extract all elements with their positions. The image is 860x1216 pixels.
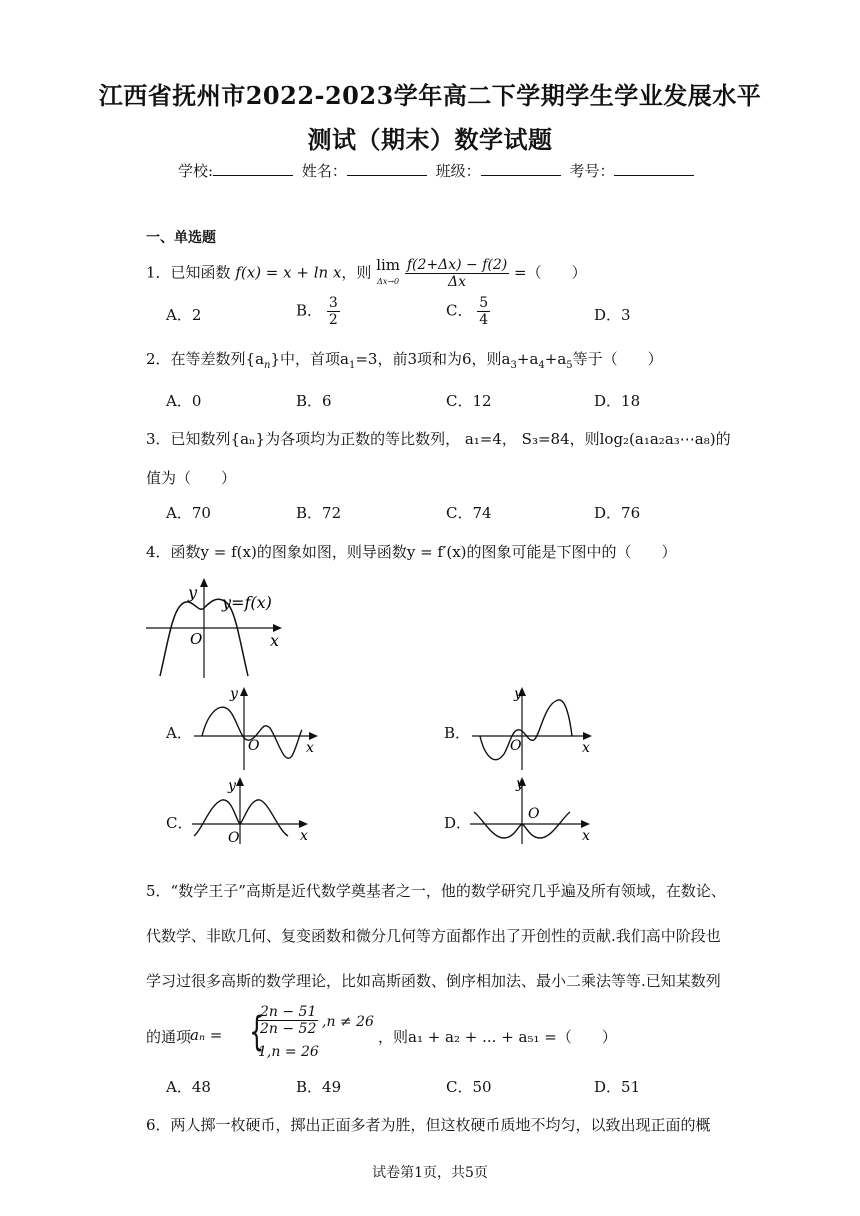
q1-fraction (405, 257, 509, 290)
q2-part1: 2．在等差数列{a (146, 350, 265, 368)
q3-option-d[interactable]: D．76 (594, 504, 641, 522)
x-arrow (581, 820, 590, 828)
q1-option-c[interactable] (446, 295, 490, 328)
name-label: 姓名： (301, 162, 347, 180)
q4-option-a[interactable]: A． (166, 724, 192, 742)
num: 2n − 51 (260, 1004, 317, 1020)
origin-label: O (248, 738, 260, 754)
question-3-line2: 值为（ ） (146, 469, 237, 487)
y-arrow (200, 578, 208, 587)
q2-part6: 等于（ ） (572, 350, 663, 368)
y-label: y (188, 583, 198, 602)
q2-option-c[interactable]: C．12 (446, 392, 492, 410)
curve-c (194, 800, 288, 836)
question-3-line1: 3．已知数列{aₙ}为各项均为正数的等比数列， a₁=4， S₃=84，则log₂(a₁a₂a₃⋯a₈)的 (146, 430, 731, 448)
num: 3 (328, 295, 338, 311)
y-label: y (230, 686, 238, 702)
question-2 (146, 348, 663, 371)
q4-option-c[interactable]: C． (166, 814, 193, 832)
graph-option-d (466, 774, 606, 846)
brace: { (249, 1009, 265, 1055)
q5-case2: 1,n = 26 (258, 1044, 319, 1060)
q4-option-b[interactable]: B． (444, 724, 471, 742)
q5-option-c[interactable]: C．50 (446, 1078, 492, 1096)
f-label: y=f(x) (222, 593, 272, 612)
q1-option-a[interactable]: A．2 (166, 306, 202, 324)
school-label: 学校: (178, 162, 214, 180)
q1-suffix: =（ ） (514, 263, 587, 282)
question-5-line2: 代数学、非欧几何、复变函数和微分几何等方面都作出了开创性的贡献.我们高中阶段也 (146, 927, 721, 945)
y-arrow (240, 687, 248, 696)
student-info (178, 160, 698, 181)
y-label: y (228, 778, 236, 794)
q2-part3: =3，前3项和为6，则a (355, 350, 511, 368)
q3-option-b[interactable]: B．72 (296, 504, 342, 522)
sub-4: 4 (538, 360, 545, 371)
option-c-label: C． (446, 301, 473, 320)
q3-option-a[interactable]: A．70 (166, 504, 211, 522)
q5-option-d[interactable]: D．51 (594, 1078, 641, 1096)
exam-no-label: 考号： (569, 162, 615, 180)
class-label: 班级： (435, 162, 481, 180)
limit-subscript: Δx→0 (377, 277, 400, 286)
q5-case1-fraction (258, 1004, 318, 1037)
q2-option-b[interactable]: B．6 (296, 392, 332, 410)
x-arrow (299, 820, 308, 828)
q3-option-c[interactable]: C．74 (446, 504, 492, 522)
origin-label: O (528, 806, 540, 822)
y-arrow (236, 777, 244, 786)
sub-1: 1 (348, 360, 356, 371)
graph-option-b (466, 684, 606, 774)
option-c-fraction (477, 295, 490, 328)
y-label: y (516, 776, 524, 792)
x-label: x (306, 740, 314, 756)
question-6-line1: 6．两人掷一枚硬币，掷出正面多者为胜，但这枚硬币质地不均匀，以致出现正面的概 (146, 1116, 711, 1134)
den: 2 (328, 312, 338, 328)
limit-word: lim (376, 256, 401, 274)
q5-case1-cond: ,n ≠ 26 (322, 1014, 374, 1030)
curve-b (480, 700, 572, 760)
y-label: y (514, 686, 522, 702)
page-footer: 试卷第1页，共5页 (372, 1165, 488, 1181)
section-heading: 一、单选题 (146, 230, 216, 246)
q5-an: aₙ = (190, 1026, 223, 1044)
title-line1: 江西省抚州市2022-2023学年高二下学期学生学业发展水平 (98, 81, 762, 110)
title-line2: 测试（期末）数学试题 (307, 125, 553, 154)
x-label: x (270, 631, 280, 650)
graph-f (140, 572, 290, 682)
graph-option-c (188, 774, 328, 846)
q1-numerator: f(2+Δx) − f(2) (406, 257, 508, 273)
graph-option-a (188, 684, 328, 774)
num: 5 (479, 295, 489, 311)
q1-mid: ，则 (341, 263, 372, 282)
x-arrow (583, 732, 592, 740)
x-label: x (582, 740, 590, 756)
q2-option-a[interactable]: A．0 (166, 392, 202, 410)
school-blank[interactable] (213, 161, 293, 176)
den: 4 (479, 312, 489, 328)
q5-suffix: ，则a₁ + a₂ + ... + a₅₁ =（ ） (378, 1028, 617, 1046)
option-b-fraction (327, 295, 340, 328)
q2-part2: }中，首项a (270, 350, 349, 368)
name-blank[interactable] (347, 161, 427, 176)
question-1 (146, 257, 587, 290)
den: 2n − 52 (260, 1021, 317, 1037)
q1-option-d[interactable]: D．3 (594, 306, 631, 324)
origin-label: O (190, 630, 203, 648)
q1-prefix: 1．已知函数 (146, 263, 231, 282)
q2-part5: +a (544, 350, 567, 368)
x-arrow (309, 732, 318, 740)
q2-part4: +a (516, 350, 539, 368)
origin-label: O (510, 738, 522, 754)
q1-function: f(x) = x + ln x (235, 263, 342, 282)
q1-limit (376, 258, 400, 289)
q4-option-d[interactable]: D． (444, 814, 472, 832)
question-4: 4．函数y = f(x)的图象如图，则导函数y = f′(x)的图象可能是下图中的（ ） (146, 543, 677, 561)
question-5-line3: 学习过很多高斯的数学理论，比如高斯函数、倒序相加法、最小二乘法等等.已知某数列 (146, 972, 721, 990)
x-label: x (582, 828, 590, 844)
question-5-line1: 5．“数学王子”高斯是近代数学奠基者之一，他的数学研究几乎遍及所有领域，在数论、 (146, 882, 726, 900)
x-label: x (300, 828, 308, 844)
class-blank[interactable] (481, 161, 561, 176)
q1-option-b[interactable] (296, 295, 340, 328)
q1-denominator: Δx (448, 274, 467, 290)
q5-option-a[interactable]: A．48 (166, 1078, 211, 1096)
sub-3: 3 (510, 360, 517, 371)
exam-no-blank[interactable] (614, 161, 694, 176)
origin-label: O (228, 830, 240, 846)
q5-prefix: 的通项 (146, 1028, 192, 1046)
q2-option-d[interactable]: D．18 (594, 392, 641, 410)
option-b-label: B． (296, 301, 323, 320)
q5-option-b[interactable]: B．49 (296, 1078, 342, 1096)
sub-n: n (264, 360, 271, 371)
sub-5: 5 (566, 360, 573, 371)
